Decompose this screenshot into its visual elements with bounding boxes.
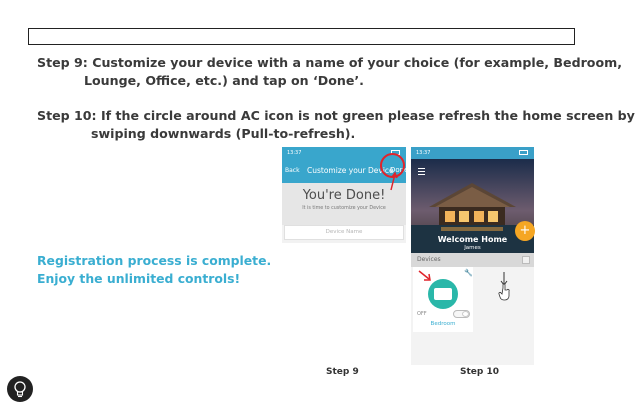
red-arrow-icon bbox=[418, 270, 432, 282]
ac-status-circle[interactable] bbox=[428, 279, 458, 309]
light-bulb-icon bbox=[7, 376, 33, 402]
step9-caption: Step 9 bbox=[326, 367, 359, 377]
status-time: 13:37 bbox=[287, 150, 302, 156]
status-bar bbox=[411, 147, 534, 159]
device-name-input[interactable]: Device Name bbox=[284, 225, 404, 240]
device-power-toggle[interactable] bbox=[453, 310, 470, 318]
registration-complete-text: Registration process is complete. bbox=[37, 253, 272, 268]
menu-icon[interactable] bbox=[418, 168, 425, 177]
ac-unit-icon bbox=[434, 288, 452, 300]
step10-text-line2: swiping downwards (Pull-to-refresh). bbox=[91, 126, 356, 141]
devices-menu-button[interactable] bbox=[522, 256, 530, 264]
add-device-button[interactable]: + bbox=[515, 221, 535, 241]
headline: You're Done! bbox=[302, 188, 386, 203]
enjoy-controls-text: Enjoy the unlimited controls! bbox=[37, 271, 241, 286]
device-name-label: Bedroom bbox=[430, 321, 456, 327]
welcome-title: Welcome Home bbox=[437, 235, 508, 244]
status-time: 13:37 bbox=[416, 150, 431, 156]
step9-text-line1: Step 9: Customize your device with a name of your choice (for example, Bedroom, bbox=[37, 55, 623, 70]
device-card[interactable] bbox=[413, 267, 473, 332]
devices-label: Devices bbox=[417, 256, 441, 263]
swipe-hand-icon bbox=[497, 272, 513, 302]
home-hero-image bbox=[411, 159, 534, 253]
step10-caption: Step 10 bbox=[460, 367, 499, 377]
top-rule-box bbox=[28, 28, 575, 45]
step9-text-line2: Lounge, Office, etc.) and tap on ‘Done’. bbox=[84, 73, 364, 88]
wrench-icon[interactable]: 🔧 bbox=[464, 269, 473, 277]
red-arrow-icon bbox=[386, 170, 400, 192]
devices-header bbox=[411, 253, 534, 267]
step10-text-line1: Step 10: If the circle around AC icon is not green please refresh the home screen by bbox=[37, 108, 635, 123]
done-button[interactable]: Done bbox=[390, 166, 409, 174]
home-screen bbox=[411, 147, 534, 365]
subline: It is time to customize your Device bbox=[302, 206, 386, 211]
battery-icon bbox=[519, 150, 528, 155]
user-name: James bbox=[464, 245, 481, 251]
back-button[interactable]: Back bbox=[285, 167, 300, 174]
device-status: OFF bbox=[417, 311, 427, 317]
screen-title: Customize your Device bbox=[307, 166, 394, 175]
